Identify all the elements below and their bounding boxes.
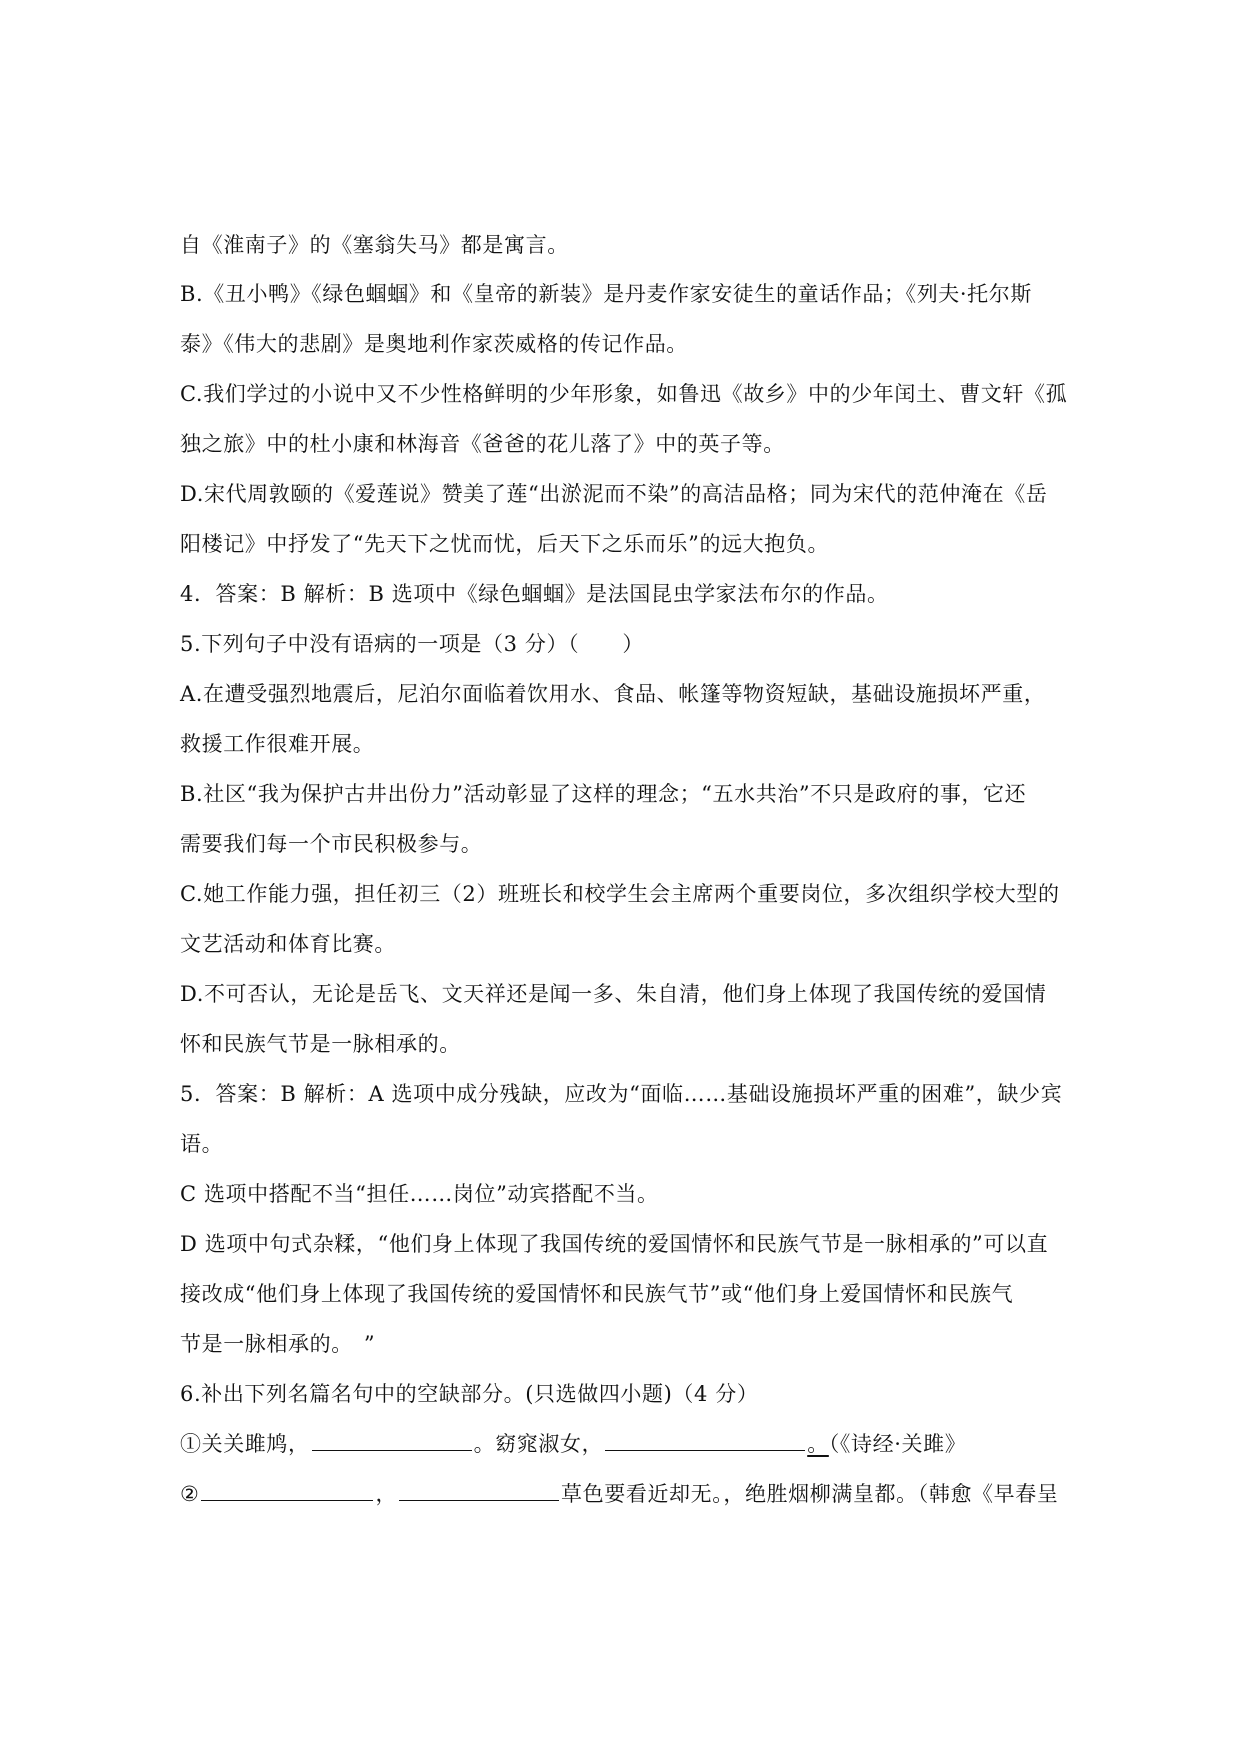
question-1-part-2: 。窈窕淑女， (473, 1432, 604, 1456)
text-line-5: 独之旅》中的杜小康和林海音《爸爸的花儿落了》中的英子等。 (180, 432, 785, 456)
text-line-14: C.她工作能力强，担任初三（2）班班长和校学生会主席两个重要岗位，多次组织学校大型的 (180, 882, 1060, 906)
text-line-12: B.社区“我为保护古井出份力”活动彰显了这样的理念；“五水共治”不只是政府的事，它还 (180, 782, 1027, 806)
text-line-15: 文艺活动和体育比赛。 (180, 932, 396, 956)
answer-blank-2b[interactable] (399, 1478, 559, 1501)
fill-in-question-2 (180, 1477, 1070, 1511)
text-line-19: 语。 (180, 1132, 224, 1156)
text-line-10: A.在遭受强烈地震后，尼泊尔面临着饮用水、食品、帐篷等物资短缺，基础设施损坏严重， (180, 682, 1046, 706)
answer-blank-1a[interactable] (312, 1428, 472, 1451)
question-1-part-1: ①关关雎鸠， (180, 1432, 310, 1456)
text-line-6: D.宋代周敦颐的《爱莲说》赞美了莲“出淤泥而不染”的高洁品格；同为宋代的范仲淹在《岳 (180, 482, 1048, 506)
text-line-20: C 选项中搭配不当“担任……岗位”动宾搭配不当。 (180, 1182, 659, 1206)
text-line-11: 救援工作很难开展。 (180, 732, 375, 756)
fill-in-question-1 (180, 1427, 1070, 1461)
text-line-9: 5.下列句子中没有语病的一项是（3 分）（ ） (180, 632, 644, 656)
answer-blank-2a[interactable] (201, 1478, 373, 1501)
text-line-18: 5．答案：B 解析：A 选项中成分残缺，应改为“面临……基础设施损坏严重的困难”，缺少宾 (180, 1082, 1063, 1106)
text-line-1: 自《淮南子》的《塞翁失马》都是寓言。 (180, 233, 569, 257)
text-line-3: 泰》《伟大的悲剧》是奥地利作家茨威格的传记作品。 (180, 332, 688, 356)
text-line-17: 怀和民族气节是一脉相承的。 (180, 1032, 461, 1056)
question-2-part-2: ， (375, 1482, 398, 1506)
text-line-16: D.不可否认，无论是岳飞、文天祥还是闻一多、朱自清，他们身上体现了我国传统的爱国情 (180, 982, 1047, 1006)
text-line-2: B.《丑小鸭》《绿色蝈蝈》和《皇帝的新装》是丹麦作家安徒生的童话作品；《列夫·托尔斯 (180, 282, 1032, 306)
text-line-24: 6.补出下列名篇名句中的空缺部分。(只选做四小题)（4 分） (180, 1382, 759, 1406)
text-line-13: 需要我们每一个市民积极参与。 (180, 832, 483, 856)
text-line-8: 4．答案：B 解析：B 选项中《绿色蝈蝈》是法国昆虫学家法布尔的作品。 (180, 582, 889, 606)
answer-blank-1b[interactable] (605, 1428, 805, 1451)
text-line-21: D 选项中句式杂糅，“他们身上体现了我国传统的爱国情怀和民族气节是一脉相承的”可以直 (180, 1232, 1049, 1256)
text-line-4: C.我们学过的小说中又不少性格鲜明的少年形象，如鲁迅《故乡》中的少年闰土、曹文轩《孤 (180, 382, 1068, 406)
question-1-part-3: 。 (807, 1432, 829, 1456)
text-line-23: 节是一脉相承的。 ” (180, 1332, 376, 1356)
question-2-part-1: ② (180, 1482, 200, 1506)
question-1-source: （《诗经·关雎》 (828, 1432, 967, 1456)
text-line-22: 接改成“他们身上体现了我国传统的爱国情怀和民族气节”或“他们身上爱国情怀和民族气 (180, 1282, 1014, 1306)
text-line-7: 阳楼记》中抒发了“先天下之忧而忧，后天下之乐而乐”的远大抱负。 (180, 532, 830, 556)
question-2-part-3: 草色要看近却无。，绝胜烟柳满皇都。（韩愈《早春呈 (561, 1482, 1059, 1506)
